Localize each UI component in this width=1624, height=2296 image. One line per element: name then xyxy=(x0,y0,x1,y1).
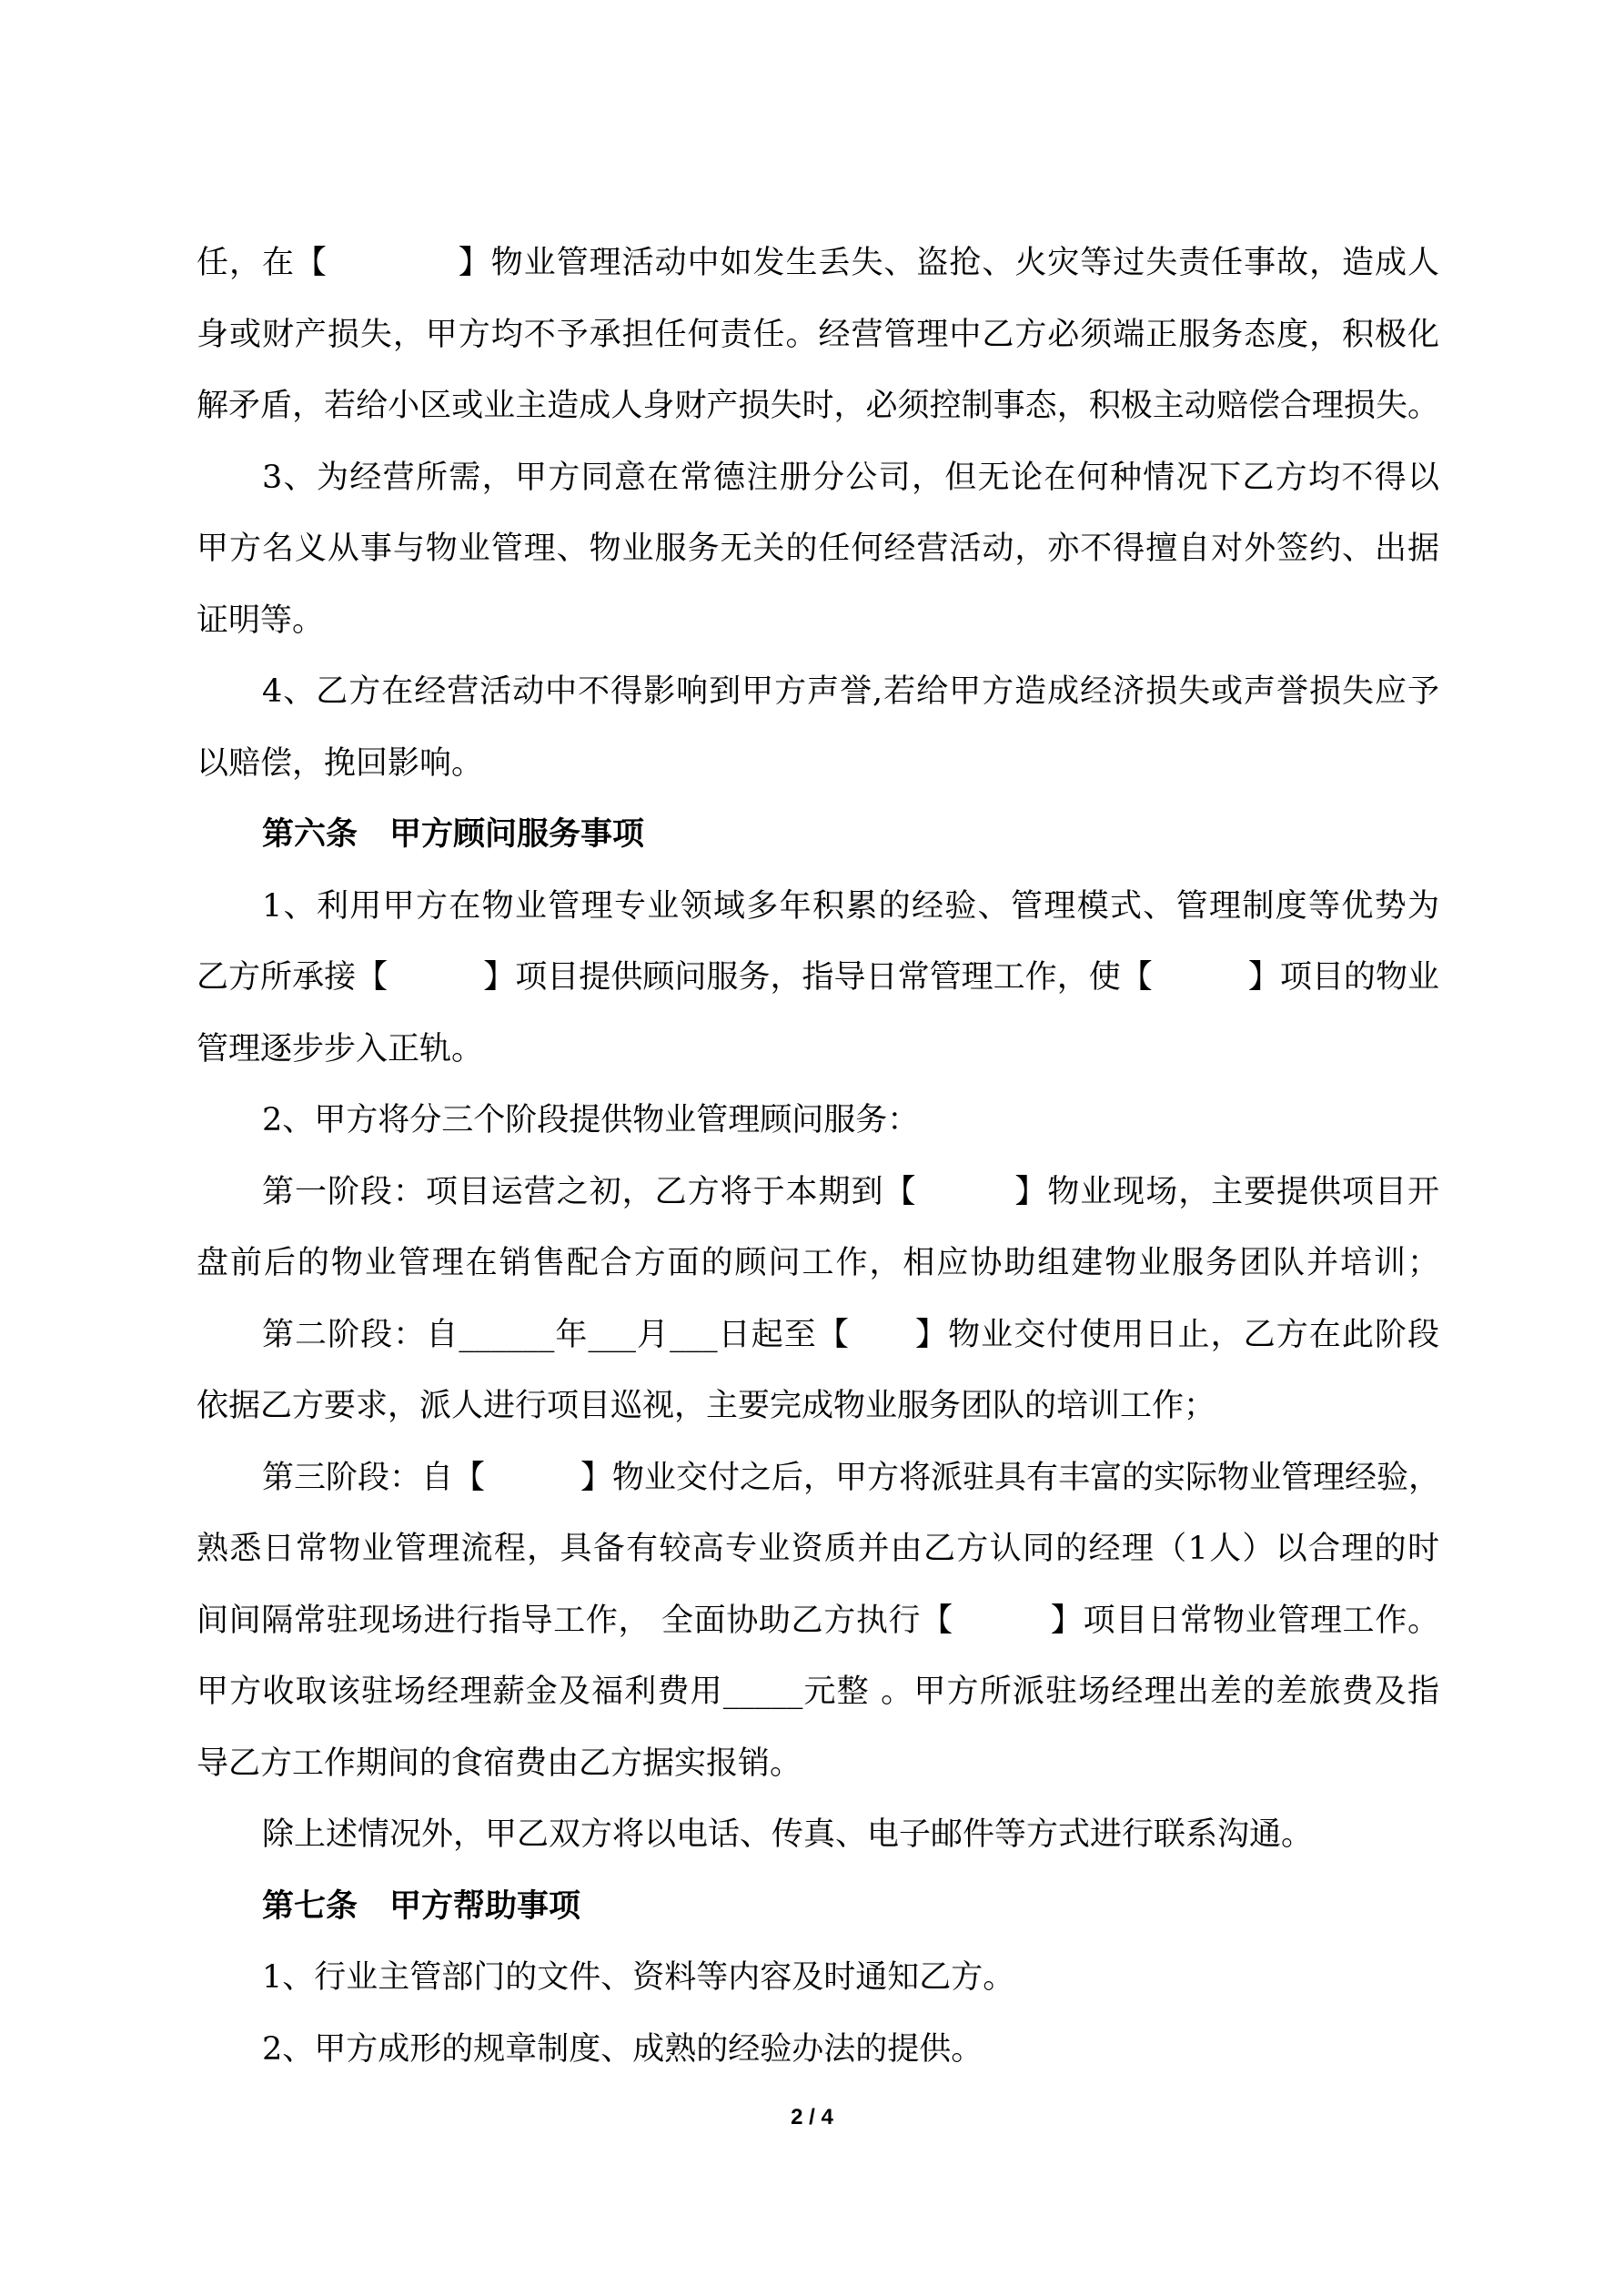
text-line: 甲方收取该驻场经理薪金及福利费用_____元整 。甲方所派驻场经理出差的差旅费及指 xyxy=(197,1674,1439,1710)
text-line: 第二阶段：自______年___月___日起至【 】物业交付使用日止，乙方在此阶段 xyxy=(262,1316,1439,1353)
text-line: 导乙方工作期间的食宿费由乙方据实报销。 xyxy=(197,1745,802,1782)
text-line: 盘前后的物业管理在销售配合方面的顾问工作，相应协助组建物业服务团队并培训； xyxy=(197,1245,1439,1281)
text-line: 间间隔常驻现场进行指导工作， 全面协助乙方执行【 】项目日常物业管理工作。 xyxy=(197,1602,1439,1639)
text-line: 3、为经营所需，甲方同意在常德注册分公司，但无论在何种情况下乙方均不得以 xyxy=(262,459,1439,496)
text-line: 依据乙方要求，派人进行项目巡视，主要完成物业服务团队的培训工作； xyxy=(197,1388,1216,1424)
text-line: 任，在【 】物业管理活动中如发生丢失、盗抢、火灾等过失责任事故，造成人 xyxy=(197,245,1439,281)
page-number: 2 / 4 xyxy=(791,2105,833,2129)
section-heading: 第六条 甲方顾问服务事项 xyxy=(262,815,645,853)
text-line: 甲方名义从事与物业管理、物业服务无关的任何经营活动，亦不得擅自对外签约、出据 xyxy=(197,531,1439,567)
text-line: 乙方所承接【 】项目提供顾问服务，指导日常管理工作，使【 】项目的物业 xyxy=(197,959,1439,996)
text-line: 第三阶段：自【 】物业交付之后，甲方将派驻具有丰富的实际物业管理经验， xyxy=(262,1459,1441,1496)
text-line: 2、甲方成形的规章制度、成熟的经验办法的提供。 xyxy=(262,2030,983,2068)
section-heading: 第七条 甲方帮助事项 xyxy=(262,1886,581,1925)
text-line: 除上述情况外，甲乙双方将以电话、传真、电子邮件等方式进行联系沟通。 xyxy=(262,1816,1314,1853)
text-line: 身或财产损失，甲方均不予承担任何责任。经营管理中乙方必须端正服务态度，积极化 xyxy=(197,316,1439,353)
text-line: 2、甲方将分三个阶段提供物业管理顾问服务： xyxy=(262,1102,920,1138)
text-line: 第一阶段：项目运营之初，乙方将于本期到【 】物业现场，主要提供项目开 xyxy=(262,1173,1439,1210)
text-line: 管理逐步步入正轨。 xyxy=(197,1030,484,1067)
text-line: 解矛盾，若给小区或业主造成人身财产损失时，必须控制事态，积极主动赔偿合理损失。 xyxy=(197,388,1439,424)
text-line: 1、行业主管部门的文件、资料等内容及时通知乙方。 xyxy=(262,1959,1015,1996)
text-line: 4、乙方在经营活动中不得影响到甲方声誉,若给甲方造成经济损失或声誉损失应予 xyxy=(262,673,1439,710)
text-line: 熟悉日常物业管理流程，具备有较高专业资质并由乙方认同的经理（1人）以合理的时 xyxy=(197,1531,1439,1567)
text-line: 证明等。 xyxy=(197,602,325,639)
text-line: 1、利用甲方在物业管理专业领域多年积累的经验、管理模式、管理制度等优势为 xyxy=(262,887,1439,925)
document-body xyxy=(197,228,1439,2085)
text-line: 以赔偿，挽回影响。 xyxy=(197,744,484,782)
